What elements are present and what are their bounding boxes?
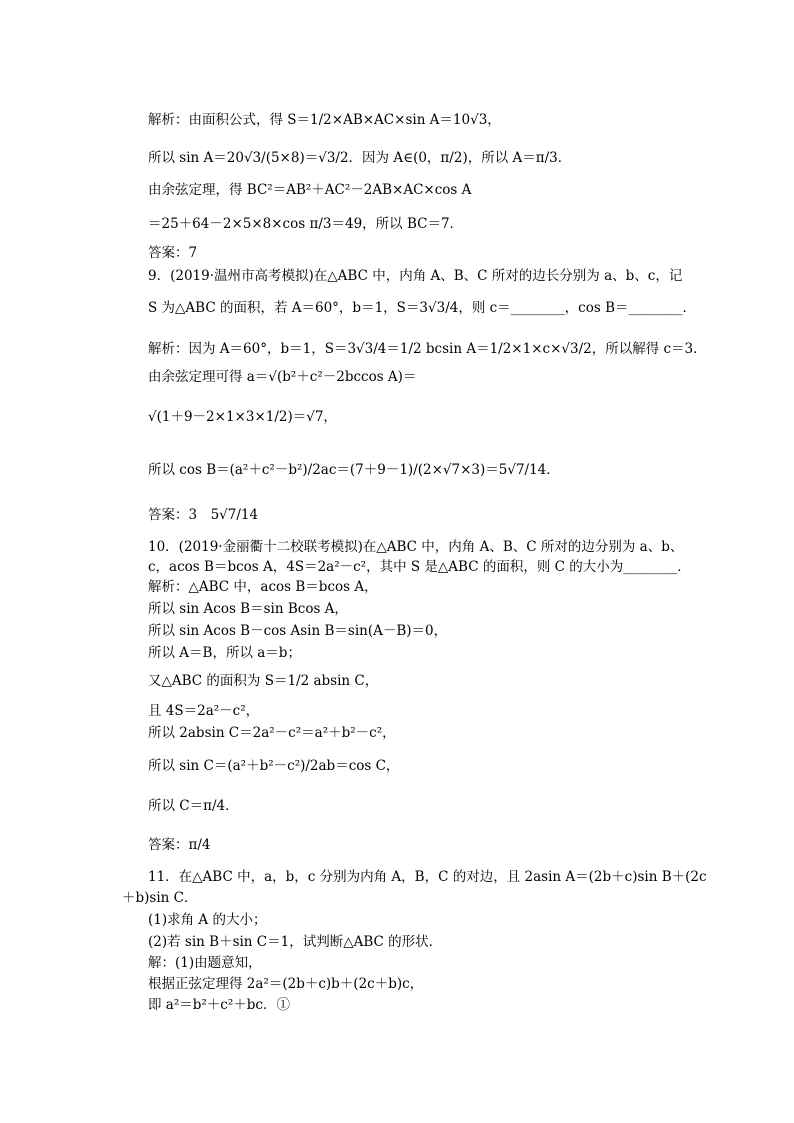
text-line: 所以 2absin C＝2a²－c²＝a²＋b²－c²， xyxy=(148,725,396,741)
text-line: 所以 C＝π/4． xyxy=(148,798,239,814)
text-line: 所以 sin A＝20√3/(5×8)＝√3/2．因为 A∈(0，π/2)，所以 A＝π/3． xyxy=(148,150,572,166)
question-line: 11．在△ABC 中，a，b，c 分别为内角 A，B，C 的对边，且 2asin A＝(2b＋c)sin B＋(2c xyxy=(148,869,707,885)
text-line: 又△ABC 的面积为 S＝1/2 absin C， xyxy=(148,673,379,689)
text-line: 解析：由面积公式，得 S＝1/2×AB×AC×sin A＝10√3， xyxy=(148,112,501,128)
text-line: 根据正弦定理得 2a²＝(2b＋c)b＋(2c＋b)c， xyxy=(148,976,424,992)
question-line: c，acos B＝bcos A，4S＝2a²－c²，其中 S 是△ABC 的面积，则 C 的大小为________． xyxy=(148,559,691,575)
answer-line: 答案：π/4 xyxy=(148,837,211,853)
text-line: 由余弦定理可得 a＝√(b²＋c²－2bccos A)＝ xyxy=(148,369,417,385)
text-line: 所以 A＝B，所以 a＝b； xyxy=(148,645,301,661)
text-line: 所以 sin Acos B－cos Asin B＝sin(A－B)＝0， xyxy=(148,623,448,639)
text-line: √(1＋9－2×1×3×1/2)＝√7， xyxy=(148,409,337,425)
answer-line: 答案：7 xyxy=(148,245,198,261)
question-line: ＋b)sin C． xyxy=(122,890,198,906)
question-line: 10．(2019·金丽衢十二校联考模拟)在△ABC 中，内角 A、B、C 所对的边分别为 a、b、 xyxy=(148,539,684,555)
text-line: 所以 sin C＝(a²＋b²－c²)/2ab＝cos C， xyxy=(148,758,400,774)
question-line: (1)求角 A 的大小； xyxy=(148,912,267,928)
text-line: 解析：因为 A＝60°，b＝1，S＝3√3/4＝1/2 bcsin A＝1/2×1×c×√3/2，所以解得 c＝3． xyxy=(148,341,707,357)
text-line: 由余弦定理，得 BC²＝AB²＋AC²－2AB×AC×cos A xyxy=(148,182,472,198)
text-line: 所以 sin Acos B＝sin Bcos A， xyxy=(148,601,348,617)
text-line: 所以 cos B＝(a²＋c²－b²)/2ac＝(7＋9－1)/(2×√7×3)＝5√7/14． xyxy=(148,462,560,478)
text-line: ＝25＋64－2×5×8×cos π/3＝49，所以 BC＝7． xyxy=(148,216,464,232)
question-line: (2)若 sin B＋sin C＝1，试判断△ABC 的形状． xyxy=(148,934,443,950)
question-line: S 为△ABC 的面积，若 A＝60°，b＝1，S＝3√3/4，则 c＝________，cos B＝________． xyxy=(148,300,697,316)
answer-line: 答案：3 5√7/14 xyxy=(148,507,259,523)
text-line: 且 4S＝2a²－c²， xyxy=(148,703,260,719)
text-line: 解：(1)由题意知， xyxy=(148,955,262,971)
text-line: 解析：△ABC 中，acos B＝bcos A， xyxy=(148,579,378,595)
text-line: 即 a²＝b²＋c²＋bc．① xyxy=(148,997,290,1013)
question-line: 9．(2019·温州市高考模拟)在△ABC 中，内角 A、B、C 所对的边长分别为 a、b、c，记 xyxy=(148,268,683,284)
